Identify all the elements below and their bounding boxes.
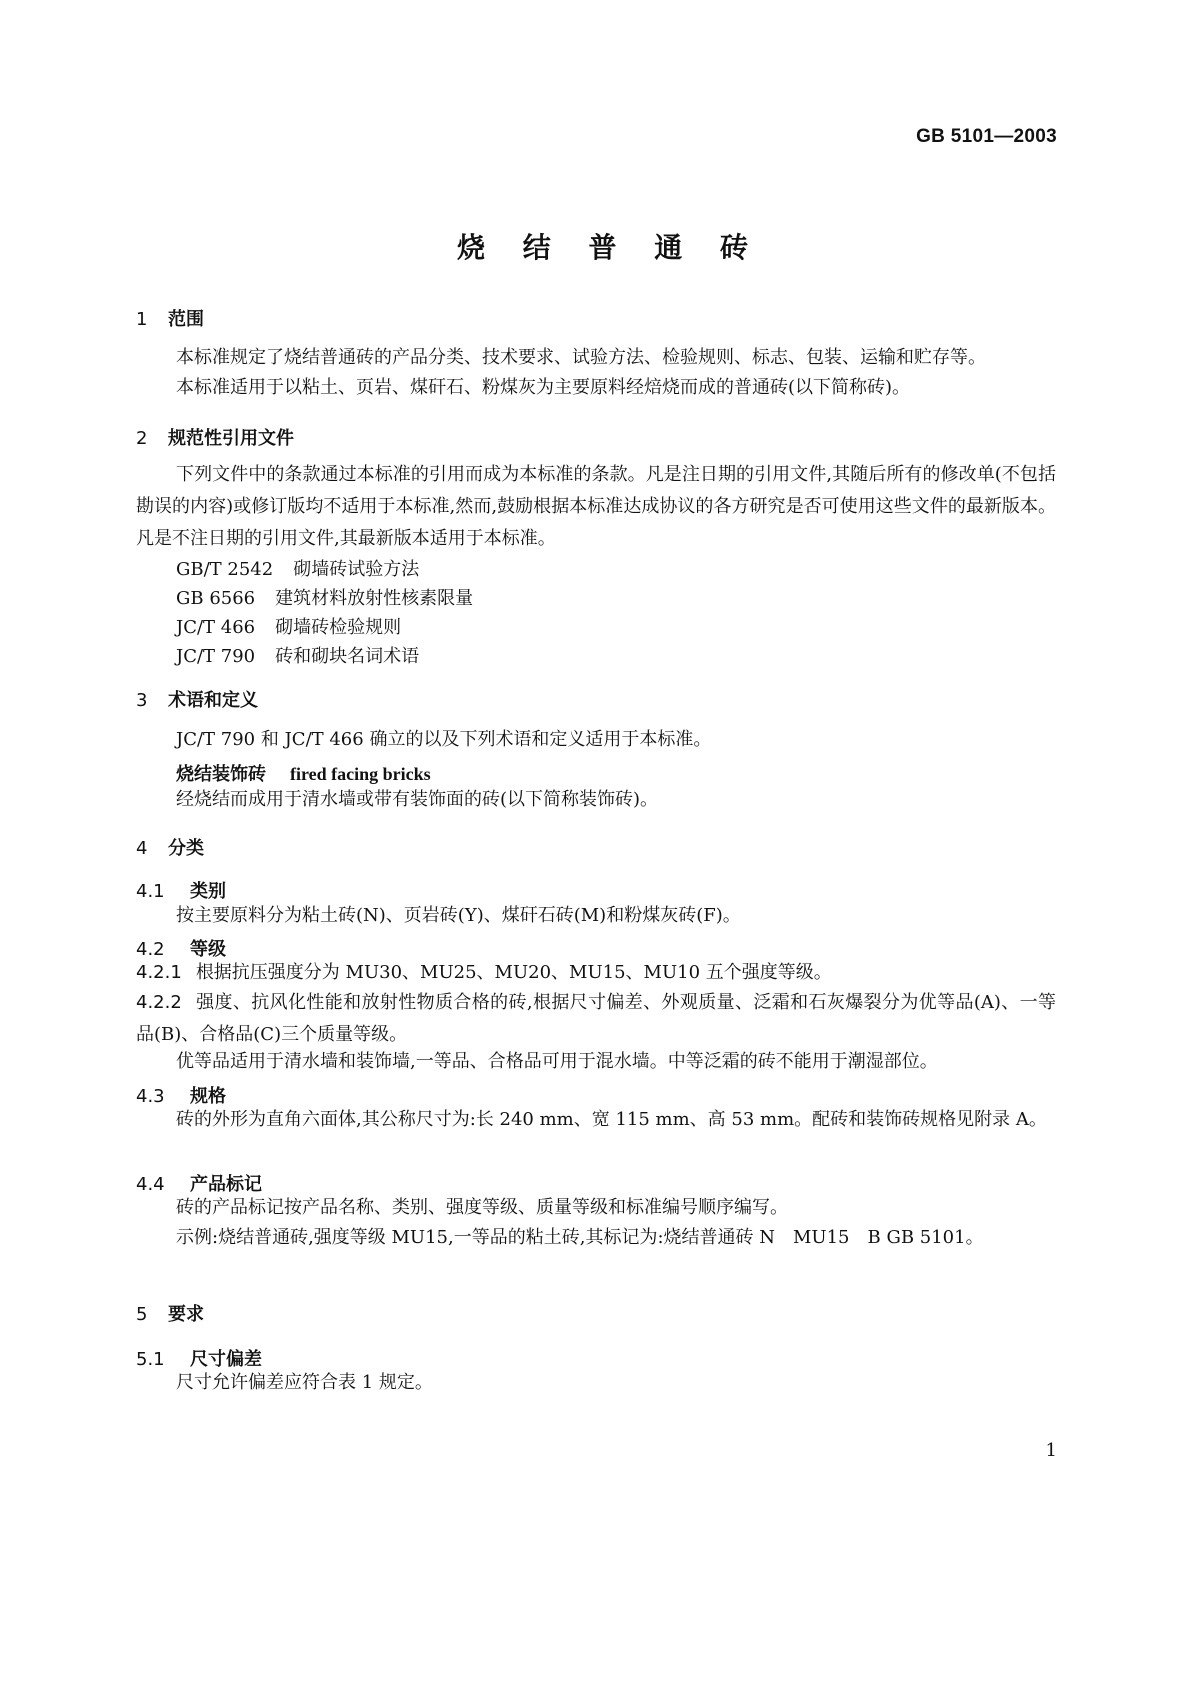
section-number: 3 [136,690,148,711]
section-4-heading [136,834,204,860]
term-english: fired facing bricks [290,764,431,784]
subsection-title: 等级 [190,939,226,960]
subsection-title: 产品标记 [190,1174,262,1195]
clause-text: 强度、抗风化性能和放射性物质合格的砖,根据尺寸偏差、外观质量、泛霜和石灰爆裂分为优等品(A)、一等品(B)、合格品(C)三个质量等级。 [136,992,1056,1045]
reference-name: 砌墙砖检验规则 [275,617,402,638]
document-title: 烧 结 普 通 砖 [457,231,762,264]
subsection-title: 类别 [190,881,226,902]
section-title: 范围 [168,309,204,330]
reference-name: 砖和砌块名词术语 [275,646,420,667]
page-number: 1 [1045,1440,1057,1461]
subsection-4-4-paragraph-1: 砖的产品标记按产品名称、类别、强度等级、质量等级和标准编号顺序编写。 [176,1197,788,1218]
clause-4-2-2 [136,987,1056,1051]
reference-code: JC/T 790 [176,646,256,667]
section-1-paragraph-2: 本标准适用于以粘土、页岩、煤矸石、粉煤灰为主要原料经焙烧而成的普通砖(以下简称砖)。 [176,377,911,398]
normative-reference [176,613,401,639]
section-3-heading [136,686,258,712]
reference-name: 建筑材料放射性核素限量 [275,588,474,609]
section-5-heading [136,1300,204,1326]
term-chinese: 烧结装饰砖 [176,764,266,785]
section-number: 5 [136,1304,148,1325]
subsection-4-1-paragraph: 按主要原料分为粘土砖(N)、页岩砖(Y)、煤矸石砖(M)和粉煤灰砖(F)。 [176,905,741,926]
subsection-4-4-example: 示例:烧结普通砖,强度等级 MU15,一等品的粘土砖,其标记为:烧结普通砖 N MU15 B GB 5101。 [176,1227,984,1248]
subsection-5-1-paragraph: 尺寸允许偏差应符合表 1 规定。 [176,1372,433,1393]
reference-code: GB/T 2542 [176,559,274,580]
subsection-number: 4.3 [136,1086,165,1107]
section-1-paragraph-1: 本标准规定了烧结普通砖的产品分类、技术要求、试验方法、检验规则、标志、包装、运输和贮存等。 [176,347,986,368]
subsection-title: 尺寸偏差 [190,1349,262,1370]
subsection-4-3-paragraph: 砖的外形为直角六面体,其公称尺寸为:长 240 mm、宽 115 mm、高 53 mm。配砖和装饰砖规格见附录 A。 [176,1109,1047,1130]
term-definition: 经烧结而成用于清水墙或带有装饰面的砖(以下简称装饰砖)。 [176,789,659,810]
reference-code: GB 6566 [176,588,256,609]
section-title: 分类 [168,838,204,859]
reference-code: JC/T 466 [176,617,256,638]
section-2-paragraph: 下列文件中的条款通过本标准的引用而成为本标准的条款。凡是注日期的引用文件,其随后所有的修改单(不包括勘误的内容)或修订版均不适用于本标准,然而,鼓励根据本标准达成协议的各方研究是否可使用这些文件的最新版本。凡是不注日期的引用文件,其最新版本适用于本标准。 [136,464,1056,549]
clause-4-2-2-paragraph: 优等品适用于清水墙和装饰墙,一等品、合格品可用于混水墙。中等泛霜的砖不能用于潮湿部位。 [176,1051,938,1072]
section-title: 规范性引用文件 [168,428,294,449]
section-number: 4 [136,838,148,859]
normative-reference [176,642,419,668]
term-entry [176,760,431,786]
section-3-paragraph: JC/T 790 和 JC/T 466 确立的以及下列术语和定义适用于本标准。 [176,729,712,750]
section-number: 2 [136,428,148,449]
subsection-number: 4.2 [136,939,165,960]
reference-name: 砌墙砖试验方法 [293,559,420,580]
standard-code: GB 5101—2003 [916,126,1057,147]
subsection-number: 5.1 [136,1349,165,1370]
normative-reference [176,555,419,581]
clause-text: 根据抗压强度分为 MU30、MU25、MU20、MU15、MU10 五个强度等级。 [195,962,832,983]
subsection-number: 4.4 [136,1174,165,1195]
section-1-heading [136,305,204,331]
clause-4-2-1 [136,957,1056,989]
section-title: 术语和定义 [168,690,258,711]
subsection-number: 4.1 [136,881,165,902]
section-number: 1 [136,309,148,330]
section-title: 要求 [168,1304,204,1325]
clause-number: 4.2.2 [136,992,182,1013]
section-2-heading [136,424,294,450]
clause-number: 4.2.1 [136,962,182,983]
subsection-title: 规格 [190,1086,226,1107]
normative-reference [176,584,473,610]
